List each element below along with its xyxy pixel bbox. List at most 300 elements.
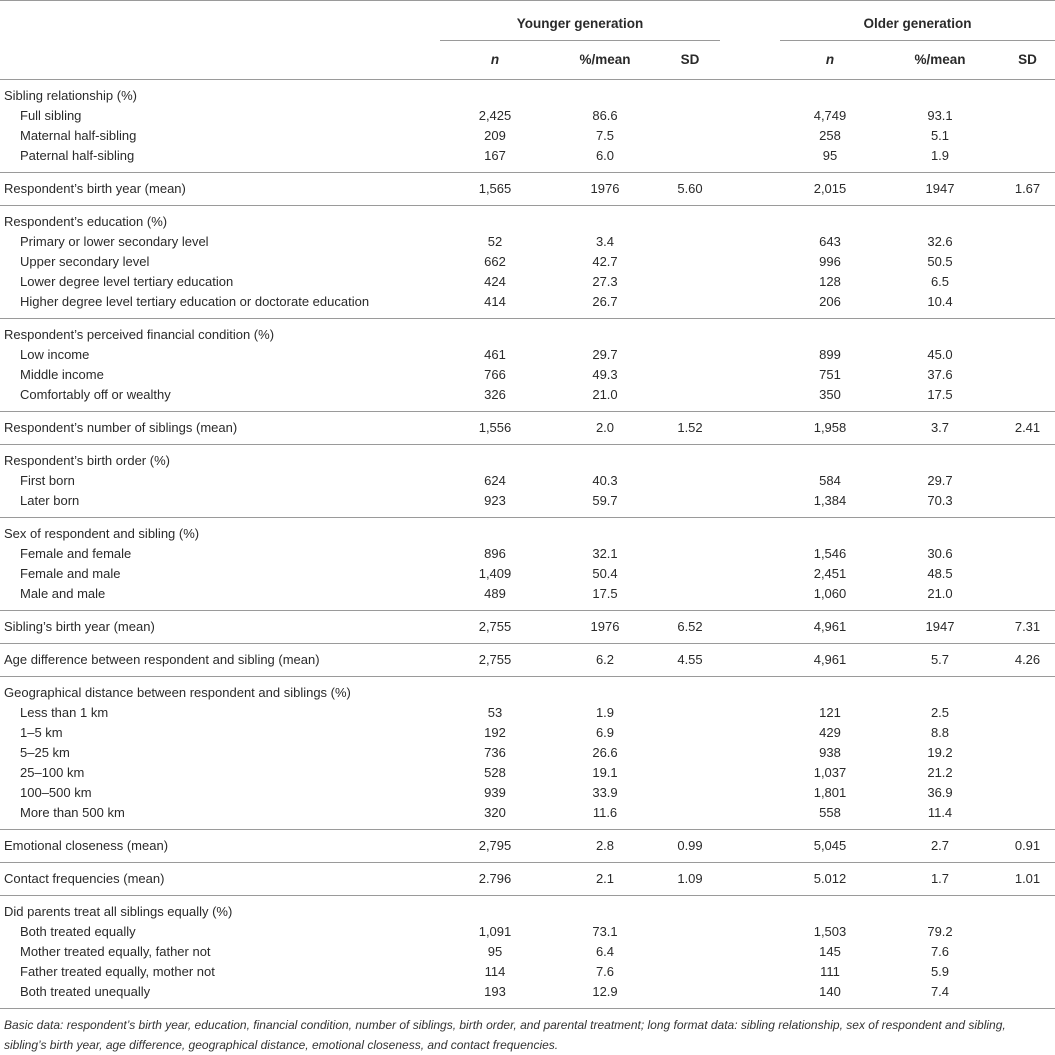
row-label: Respondent’s birth year (mean): [0, 173, 440, 206]
gap-cell: [720, 564, 780, 584]
empty-cell: [780, 518, 880, 545]
older-n-cell: 643: [819, 234, 841, 249]
older-n-cell: 899: [819, 347, 841, 362]
empty-cell: [780, 206, 880, 233]
gap-cell: [720, 962, 780, 982]
younger-n-cell: 923: [484, 493, 506, 508]
younger-n-cell: 489: [484, 586, 506, 601]
table-row: [0, 471, 1055, 491]
table-row: [0, 106, 1055, 126]
table-footnote: Basic data: respondent’s birth year, education, financial condition, number of siblings, birth order, and parental treatment; long format data: sibling relationship, sex of respondent and sibling, sibling’s birth year, age difference, geographical distance, emotional closeness, and contact frequencies.: [4, 1018, 1006, 1052]
empty-cell: [880, 206, 1000, 233]
row-label: 25–100 km: [20, 765, 85, 780]
younger-pct-mean-cell: 50.4: [592, 566, 618, 581]
younger-sd-cell: 1.09: [660, 863, 720, 896]
empty-cell: [720, 896, 780, 923]
younger-n-cell: 326: [484, 387, 506, 402]
younger-sd-cell: [660, 763, 720, 783]
older-sd-cell: [1000, 723, 1055, 743]
younger-n-cell: 1,409: [478, 566, 512, 581]
younger-n-cell: 1,091: [478, 924, 512, 939]
empty-cell: [550, 445, 660, 472]
younger-n-cell: 193: [440, 982, 550, 1009]
older-sd-cell: [1000, 252, 1055, 272]
gap-column-header: [720, 41, 780, 80]
older-pct-mean-cell: 1.9: [930, 148, 950, 163]
younger-n-cell: 52: [487, 234, 503, 249]
section-title: Respondent’s education (%): [0, 206, 440, 233]
gap-cell: [720, 471, 780, 491]
gap-cell: [720, 173, 780, 206]
empty-cell: [660, 206, 720, 233]
younger-pct-mean-cell: 27.3: [592, 274, 618, 289]
younger-sd-cell: [660, 922, 720, 942]
gap-cell: [720, 272, 780, 292]
section-title: Respondent’s perceived financial condition (%): [0, 319, 440, 346]
empty-cell: [880, 80, 1000, 107]
empty-cell: [780, 319, 880, 346]
empty-cell: [550, 896, 660, 923]
gap-cell: [720, 863, 780, 896]
older-n-cell: 1,546: [813, 546, 847, 561]
table-row: [0, 292, 1055, 319]
table-row: [0, 611, 1055, 644]
younger-sd-cell: [660, 491, 720, 518]
table-row: [0, 252, 1055, 272]
row-label: First born: [20, 473, 75, 488]
younger-sd-cell: [660, 252, 720, 272]
older-pct-mean-cell: 50.5: [927, 254, 953, 269]
younger-n-cell: 461: [484, 347, 506, 362]
older-pct-mean-cell: 5.9: [930, 964, 950, 979]
table-row: [0, 863, 1055, 896]
gap-cell: [720, 365, 780, 385]
younger-sd-cell: [660, 365, 720, 385]
older-pct-mean-cell: 6.5: [930, 274, 950, 289]
section-header-row: [0, 319, 1055, 346]
older-pct-mean-cell: 21.0: [927, 586, 953, 601]
empty-cell: [1000, 518, 1055, 545]
empty-cell: [720, 677, 780, 704]
younger-pct-mean-cell: 11.6: [592, 805, 618, 820]
section-header-row: [0, 518, 1055, 545]
older-sd-cell: [1000, 126, 1055, 146]
gap-cell: [720, 252, 780, 272]
empty-cell: [660, 80, 720, 107]
empty-cell: [1000, 319, 1055, 346]
empty-cell: [440, 677, 550, 704]
younger-n-cell: 414: [484, 294, 506, 309]
gap-cell: [720, 644, 780, 677]
younger-sd-cell: [660, 703, 720, 723]
older-sd-cell: [1000, 232, 1055, 252]
gap-cell: [720, 146, 780, 173]
empty-cell: [720, 445, 780, 472]
empty-cell: [660, 896, 720, 923]
younger-n-cell: 624: [484, 473, 506, 488]
older-n-cell: 350: [819, 387, 841, 402]
older-pct-mean-cell: 11.4: [927, 805, 953, 820]
gap-cell: [720, 292, 780, 319]
gap-cell: [720, 544, 780, 564]
older-n-cell: 2,015: [780, 173, 880, 206]
younger-sd-cell: 4.55: [660, 644, 720, 677]
stub-column-header: [0, 41, 440, 80]
empty-cell: [440, 445, 550, 472]
older-pct-mean-cell: 7.6: [930, 944, 950, 959]
empty-cell: [660, 319, 720, 346]
older-sd-cell: [1000, 743, 1055, 763]
younger-pct-mean-cell: 42.7: [592, 254, 618, 269]
older-pct-mean-cell: 79.2: [927, 924, 953, 939]
empty-cell: [720, 518, 780, 545]
older-pct-mean-cell: 7.4: [880, 982, 1000, 1009]
older-sd-cell: [1000, 471, 1055, 491]
table-row: [0, 962, 1055, 982]
older-pct-mean-cell: 1947: [880, 611, 1000, 644]
row-label: Higher degree level tertiary education or doctorate education: [20, 294, 370, 309]
row-label: Both treated equally: [20, 924, 136, 939]
older-pct-mean-cell: 36.9: [927, 785, 953, 800]
younger-n-cell: 2.796: [440, 863, 550, 896]
table-row: [0, 491, 1055, 518]
section-header-row: [0, 80, 1055, 107]
younger-n-cell: 896: [484, 546, 506, 561]
younger-pct-mean-cell: 2.8: [550, 830, 660, 863]
empty-cell: [720, 319, 780, 346]
younger-pct-mean-cell: 1976: [550, 173, 660, 206]
older-sd-cell: [1000, 703, 1055, 723]
younger-pct-mean-cell: 1976: [550, 611, 660, 644]
older-sd-cell: [1000, 146, 1055, 173]
younger-n-cell: 209: [484, 128, 506, 143]
older-n-cell: 558: [819, 805, 841, 820]
younger-sd-cell: [660, 272, 720, 292]
older-n-cell: 121: [819, 705, 841, 720]
older-n-cell: 1,503: [813, 924, 847, 939]
older-n-cell: 938: [819, 745, 841, 760]
table-row: [0, 544, 1055, 564]
older-pct-mean-header: %/mean: [914, 52, 966, 67]
older-n-cell: 4,749: [813, 108, 847, 123]
older-sd-cell: [1000, 345, 1055, 365]
younger-sd-cell: 0.99: [660, 830, 720, 863]
empty-cell: [880, 445, 1000, 472]
younger-pct-mean-cell: 1.9: [595, 705, 615, 720]
section-header-row: [0, 677, 1055, 704]
row-label: Male and male: [20, 586, 106, 601]
older-n-cell: 95: [822, 148, 838, 163]
empty-cell: [550, 518, 660, 545]
older-pct-mean-cell: 70.3: [927, 493, 953, 508]
younger-n-header: n: [490, 52, 500, 67]
empty-cell: [780, 677, 880, 704]
gap-cell: [720, 232, 780, 252]
row-label: Middle income: [20, 367, 104, 382]
older-n-cell: 1,037: [813, 765, 847, 780]
row-label: Primary or lower secondary level: [20, 234, 209, 249]
empty-cell: [660, 677, 720, 704]
top-rule: [0, 1, 1055, 9]
gap-cell: [720, 703, 780, 723]
older-sd-cell: [1000, 763, 1055, 783]
section-title: Sibling relationship (%): [0, 80, 440, 107]
older-sd-cell: [1000, 292, 1055, 319]
younger-pct-mean-cell: 32.1: [592, 546, 618, 561]
older-sd-cell: [1000, 544, 1055, 564]
empty-cell: [1000, 206, 1055, 233]
row-label: 100–500 km: [20, 785, 92, 800]
older-n-cell: 206: [819, 294, 841, 309]
younger-n-cell: 1,565: [440, 173, 550, 206]
older-sd-cell: [1000, 385, 1055, 412]
table-row: [0, 564, 1055, 584]
younger-sd-cell: [660, 345, 720, 365]
older-sd-cell: 0.91: [1000, 830, 1055, 863]
section-title: Respondent’s birth order (%): [0, 445, 440, 472]
older-n-cell: 4,961: [780, 644, 880, 677]
younger-n-cell: 167: [484, 148, 506, 163]
empty-cell: [880, 319, 1000, 346]
table-row: [0, 126, 1055, 146]
table-row: [0, 644, 1055, 677]
younger-pct-mean-cell: 6.0: [595, 148, 615, 163]
row-label: Full sibling: [20, 108, 82, 123]
older-sd-cell: [1000, 803, 1055, 830]
table-row: [0, 982, 1055, 1009]
older-n-cell: 5.012: [780, 863, 880, 896]
older-pct-mean-cell: 1.7: [880, 863, 1000, 896]
empty-cell: [440, 319, 550, 346]
table-row: [0, 703, 1055, 723]
younger-sd-cell: [660, 126, 720, 146]
empty-cell: [880, 896, 1000, 923]
younger-sd-cell: [660, 743, 720, 763]
younger-pct-mean-cell: 21.0: [592, 387, 618, 402]
younger-pct-mean-cell: 7.5: [595, 128, 615, 143]
gap-cell: [720, 611, 780, 644]
row-label: Father treated equally, mother not: [20, 964, 215, 979]
younger-sd-cell: 6.52: [660, 611, 720, 644]
younger-sd-cell: [660, 723, 720, 743]
table-row: [0, 345, 1055, 365]
younger-pct-mean-cell: 59.7: [592, 493, 618, 508]
section-title: Did parents treat all siblings equally (%): [0, 896, 440, 923]
row-label: Female and male: [20, 566, 121, 581]
older-n-cell: 5,045: [780, 830, 880, 863]
older-pct-mean-cell: 30.6: [927, 546, 953, 561]
younger-pct-mean-cell: 29.7: [592, 347, 618, 362]
younger-n-cell: 662: [484, 254, 506, 269]
younger-pct-mean-cell: 73.1: [592, 924, 618, 939]
younger-n-cell: 53: [487, 705, 503, 720]
gap-header: [720, 8, 780, 41]
younger-pct-mean-cell: 6.9: [595, 725, 615, 740]
older-sd-cell: [1000, 982, 1055, 1009]
older-n-cell: 1,958: [780, 412, 880, 445]
older-pct-mean-cell: 19.2: [927, 745, 953, 760]
gap-cell: [720, 345, 780, 365]
younger-sd-cell: [660, 292, 720, 319]
older-pct-mean-cell: 45.0: [927, 347, 953, 362]
older-pct-mean-cell: 2.5: [930, 705, 950, 720]
younger-pct-mean-cell: 19.1: [592, 765, 618, 780]
table-row: [0, 173, 1055, 206]
section-header-row: [0, 896, 1055, 923]
younger-sd-cell: [660, 962, 720, 982]
older-sd-cell: [1000, 922, 1055, 942]
younger-n-cell: 1,556: [440, 412, 550, 445]
older-sd-cell: [1000, 564, 1055, 584]
gap-cell: [720, 126, 780, 146]
gap-cell: [720, 584, 780, 611]
gap-cell: [720, 385, 780, 412]
younger-sd-cell: [660, 146, 720, 173]
table-row: [0, 584, 1055, 611]
row-label: Female and female: [20, 546, 132, 561]
section-title: Geographical distance between respondent and siblings (%): [0, 677, 440, 704]
younger-pct-mean-cell: 6.2: [550, 644, 660, 677]
younger-n-cell: 2,755: [440, 644, 550, 677]
row-label: Both treated unequally: [0, 982, 440, 1009]
older-pct-mean-cell: 5.7: [880, 644, 1000, 677]
younger-pct-mean-cell: 3.4: [595, 234, 615, 249]
older-sd-cell: 1.67: [1000, 173, 1055, 206]
older-n-cell: 4,961: [780, 611, 880, 644]
row-label: Paternal half-sibling: [20, 148, 135, 163]
empty-cell: [720, 206, 780, 233]
younger-pct-mean-cell: 49.3: [592, 367, 618, 382]
older-n-header: n: [825, 52, 835, 67]
empty-cell: [1000, 896, 1055, 923]
gap-cell: [720, 412, 780, 445]
younger-sd-cell: [660, 982, 720, 1009]
younger-sd-header: SD: [680, 52, 700, 67]
older-n-cell: 140: [780, 982, 880, 1009]
stub-header: [0, 8, 440, 41]
gap-cell: [720, 783, 780, 803]
empty-cell: [550, 80, 660, 107]
empty-cell: [1000, 445, 1055, 472]
empty-cell: [440, 206, 550, 233]
row-label: Emotional closeness (mean): [0, 830, 440, 863]
table-row: [0, 272, 1055, 292]
row-label: 1–5 km: [20, 725, 63, 740]
older-pct-mean-cell: 32.6: [927, 234, 953, 249]
older-sd-cell: 7.31: [1000, 611, 1055, 644]
younger-pct-mean-cell: 33.9: [592, 785, 618, 800]
younger-sd-cell: [660, 783, 720, 803]
older-sd-cell: 4.26: [1000, 644, 1055, 677]
empty-cell: [440, 896, 550, 923]
empty-cell: [1000, 677, 1055, 704]
younger-n-cell: 766: [484, 367, 506, 382]
younger-pct-mean-cell: 2.0: [550, 412, 660, 445]
younger-n-cell: 528: [484, 765, 506, 780]
older-n-cell: 258: [819, 128, 841, 143]
older-n-cell: 1,060: [813, 586, 847, 601]
older-n-cell: 111: [820, 964, 840, 979]
gap-cell: [720, 982, 780, 1009]
table-row: [0, 743, 1055, 763]
older-pct-mean-cell: 5.1: [930, 128, 950, 143]
table-row: [0, 783, 1055, 803]
younger-pct-mean-cell: 7.6: [595, 964, 615, 979]
older-sd-cell: [1000, 365, 1055, 385]
table-row: [0, 830, 1055, 863]
table-row: [0, 232, 1055, 252]
younger-n-cell: 2,795: [440, 830, 550, 863]
older-pct-mean-cell: 93.1: [927, 108, 953, 123]
column-header-row: [0, 41, 1055, 80]
row-label: Less than 1 km: [20, 705, 109, 720]
gap-cell: [720, 942, 780, 962]
older-pct-mean-cell: 21.2: [927, 765, 953, 780]
older-n-cell: 145: [819, 944, 841, 959]
section-title: Sex of respondent and sibling (%): [0, 518, 440, 545]
younger-generation-header: Younger generation: [440, 8, 720, 41]
younger-n-cell: 736: [484, 745, 506, 760]
empty-cell: [780, 445, 880, 472]
empty-cell: [880, 677, 1000, 704]
older-sd-cell: [1000, 783, 1055, 803]
row-label: 5–25 km: [20, 745, 70, 760]
older-n-cell: 584: [819, 473, 841, 488]
table-row: [0, 146, 1055, 173]
younger-pct-mean-cell: 40.3: [592, 473, 618, 488]
table-body: [0, 80, 1055, 1009]
row-label: More than 500 km: [20, 805, 125, 820]
table-row: [0, 723, 1055, 743]
younger-n-cell: 320: [484, 805, 506, 820]
empty-cell: [440, 518, 550, 545]
row-label: Comfortably off or wealthy: [20, 387, 171, 402]
older-sd-cell: [1000, 272, 1055, 292]
younger-n-cell: 192: [484, 725, 506, 740]
empty-cell: [550, 319, 660, 346]
older-n-cell: 128: [819, 274, 841, 289]
older-pct-mean-cell: 17.5: [927, 387, 953, 402]
younger-pct-mean-cell: 2.1: [550, 863, 660, 896]
gap-cell: [720, 830, 780, 863]
older-pct-mean-cell: 48.5: [927, 566, 953, 581]
older-pct-mean-cell: 3.7: [880, 412, 1000, 445]
younger-pct-mean-cell: 17.5: [592, 586, 618, 601]
older-pct-mean-cell: 37.6: [927, 367, 953, 382]
gap-cell: [720, 803, 780, 830]
empty-cell: [880, 518, 1000, 545]
younger-sd-cell: [660, 584, 720, 611]
younger-sd-cell: [660, 106, 720, 126]
older-sd-cell: [1000, 942, 1055, 962]
younger-sd-cell: [660, 471, 720, 491]
section-header-row: [0, 445, 1055, 472]
older-pct-mean-cell: 1947: [880, 173, 1000, 206]
row-label: Lower degree level tertiary education: [20, 274, 234, 289]
older-n-cell: 429: [819, 725, 841, 740]
table-row: [0, 412, 1055, 445]
gap-cell: [720, 763, 780, 783]
younger-pct-mean-header: %/mean: [579, 52, 631, 67]
younger-sd-cell: [660, 385, 720, 412]
younger-n-cell: 95: [487, 944, 503, 959]
row-label: Upper secondary level: [20, 254, 150, 269]
empty-cell: [550, 677, 660, 704]
younger-sd-cell: [660, 564, 720, 584]
older-n-cell: 1,801: [813, 785, 847, 800]
older-sd-cell: [1000, 584, 1055, 611]
older-pct-mean-cell: 8.8: [930, 725, 950, 740]
